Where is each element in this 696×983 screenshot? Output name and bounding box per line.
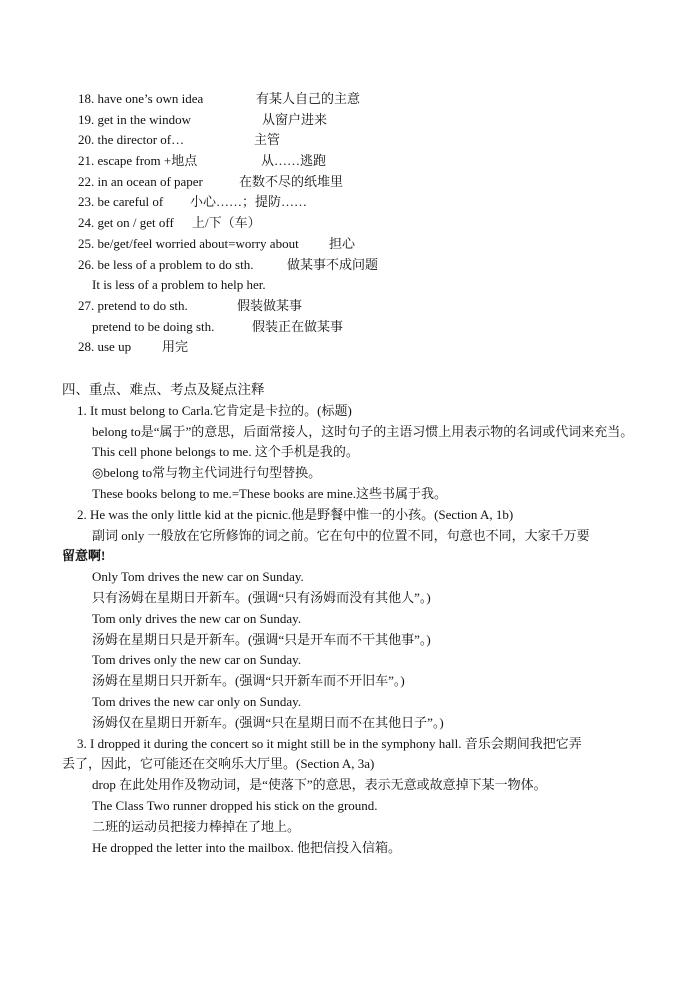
note-2-example-en: Tom only drives the new car on Sunday.: [92, 610, 302, 626]
note-3-title: 丢了，因此，它可能还在交响乐大厅里。(Section A, 3a): [62, 756, 375, 772]
vocab-phrase: 20. the director of…: [78, 132, 185, 148]
vocab-phrase: 25. be/get/feel worried about=worry about: [78, 235, 299, 251]
vocab-meaning: 主管: [254, 132, 281, 148]
vocab-meaning: 假装做某事: [237, 297, 303, 313]
vocabulary-list: [78, 89, 638, 358]
vocab-meaning: 在数不尽的纸堆里: [239, 173, 344, 189]
note-1-example: These books belong to me.=These books are mine.这些书属于我。: [92, 485, 448, 501]
vocab-phrase: 22. in an ocean of paper: [78, 173, 203, 189]
vocab-meaning: 从窗户进来: [262, 111, 328, 127]
note-3-example-en: The Class Two runner dropped his stick on the ground.: [92, 797, 378, 813]
vocab-item: [78, 172, 638, 193]
vocab-meaning: 从……逃跑: [261, 153, 327, 169]
vocab-item: [78, 296, 638, 317]
vocab-item: [78, 110, 638, 131]
note-1-explanation: belong to是“属于”的意思，后面常接人，这时句子的主语习惯上用表示物的名词或代词来充当。: [92, 423, 634, 439]
vocab-item: [78, 317, 638, 338]
note-2-example-zh: 只有汤姆在星期日开新车。(强调“只有汤姆而没有其他人”。): [92, 589, 431, 605]
vocab-item: [78, 192, 638, 213]
vocab-meaning: 有某人自己的主意: [256, 91, 361, 106]
vocab-example-sentence: It is less of a problem to help her.: [92, 277, 266, 293]
vocab-phrase: 19. get in the window: [78, 111, 192, 127]
vocab-item: [78, 234, 638, 255]
vocab-meaning: 担心: [329, 235, 356, 251]
section-heading: 四、重点、难点、考点及疑点注释: [62, 382, 265, 397]
vocab-phrase: 23. be careful of: [78, 194, 164, 210]
vocab-item: [78, 130, 638, 151]
note-3-explanation: drop 在此处用作及物动词，是“使落下”的意思，表示无意或故意掉下某一物体。: [92, 777, 547, 793]
vocab-meaning: 假装正在做某事: [252, 318, 344, 334]
vocab-phrase: 26. be less of a problem to do sth.: [78, 256, 254, 272]
vocab-phrase: 24. get on / get off: [78, 215, 174, 231]
note-2-example-zh: 汤姆在星期日只是开新车。(强调“只是开车而不干其他事”。): [92, 631, 431, 647]
vocab-meaning: 上/下（车）: [192, 215, 261, 231]
vocab-meaning: 用完: [162, 339, 189, 355]
notes-section: [62, 380, 636, 858]
vocab-item: [78, 255, 638, 276]
note-2-example-zh: 汤姆在星期日只开新车。(强调“只开新车而不开旧车”。): [92, 673, 405, 689]
vocab-item: [78, 151, 638, 172]
vocab-meaning: 小心……；提防……: [190, 194, 308, 210]
note-2-example-en: Tom drives the new car only on Sunday.: [92, 693, 302, 709]
vocab-phrase: 27. pretend to do sth.: [78, 297, 188, 313]
note-3-example: He dropped the letter into the mailbox. 他把信投入信箱。: [92, 839, 402, 855]
vocab-meaning: 做某事不成问题: [287, 256, 379, 272]
vocab-item: [78, 89, 638, 110]
note-2-explanation: 留意啊!: [62, 548, 106, 564]
vocab-phrase: 21. escape from +地点: [78, 153, 198, 169]
note-1-tip: ◎belong to常与物主代词进行句型替换。: [92, 465, 322, 481]
vocab-phrase: 28. use up: [78, 339, 132, 355]
vocab-item: [78, 213, 638, 234]
note-3-title: 3. I dropped it during the concert so it might still be in the symphony hall. 音乐会期间我把它弄: [77, 735, 582, 751]
note-3-example-zh: 二班的运动员把接力棒掉在了地上。: [92, 818, 301, 834]
note-2-example-zh: 汤姆仅在星期日开新车。(强调“只在星期日而不在其他日子”。): [92, 714, 444, 730]
note-2-title: 2. He was the only little kid at the picnic.他是野餐中惟一的小孩。(Section A, 1b): [77, 506, 514, 522]
vocab-example: [78, 275, 638, 296]
vocab-phrase: pretend to be doing sth.: [92, 318, 215, 334]
note-2-example-en: Tom drives only the new car on Sunday.: [92, 652, 302, 668]
note-1-title: 1. It must belong to Carla.它肯定是卡拉的。(标题): [77, 402, 352, 418]
vocab-item: [78, 337, 638, 358]
note-2-explanation: 副词 only 一般放在它所修饰的词之前。它在句中的位置不同，句意也不同，大家千万要: [92, 527, 590, 543]
note-1-example: This cell phone belongs to me. 这个手机是我的。: [92, 444, 359, 460]
vocab-phrase: 18. have one’s own idea: [78, 91, 204, 106]
note-2-example-en: Only Tom drives the new car on Sunday.: [92, 569, 304, 585]
